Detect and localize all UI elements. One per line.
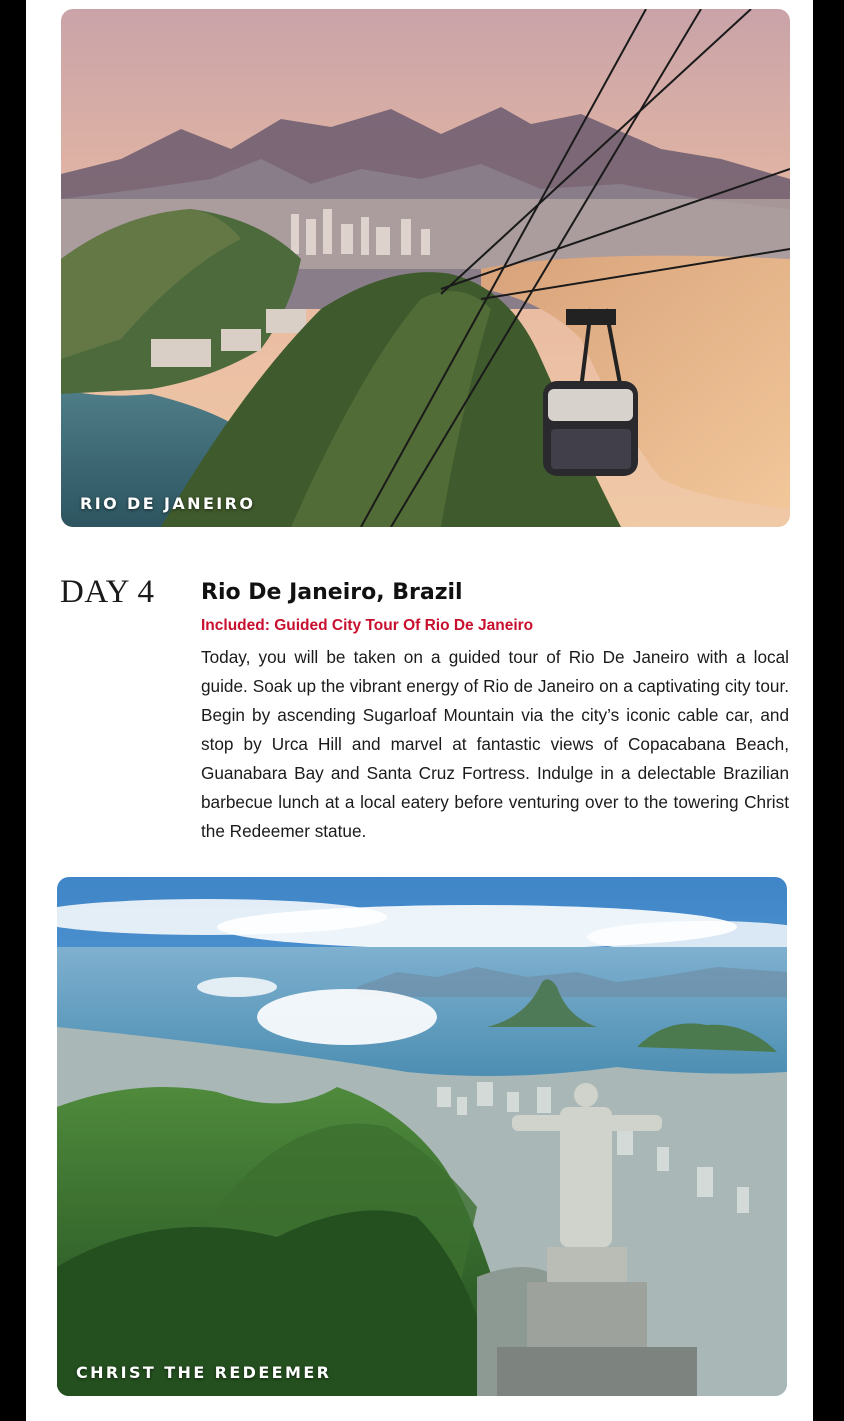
included-activity: Included: Guided City Tour Of Rio De Janeiro — [201, 617, 534, 634]
day-title: Rio De Janeiro, Brazil — [201, 580, 463, 605]
rio-cable-car-image — [61, 9, 790, 527]
photo-caption: CHRIST THE REDEEMER — [76, 1363, 332, 1382]
itinerary-page — [26, 0, 813, 1421]
day-label: DAY 4 — [60, 574, 155, 610]
rio-cable-car-photo — [61, 9, 790, 527]
christ-redeemer-photo — [57, 877, 787, 1396]
day-description: Today, you will be taken on a guided tour of Rio De Janeiro with a local guide. Soak up the vibrant energy of Rio de Janeiro on a captivating city tour. Begin by ascending Sugarloaf Mountain via the city’s iconic cable car, and stop by Urca Hill and marvel at fantastic views of Copacabana Beach, Guanabara Bay and Santa Cruz Fortress. Indulge in a delectable Brazilian barbecue lunch at a local eatery before venturing over to the towering Christ the Redeemer statue. — [201, 647, 789, 841]
photo-caption: RIO DE JANEIRO — [80, 494, 256, 513]
christ-redeemer-image — [57, 877, 787, 1396]
